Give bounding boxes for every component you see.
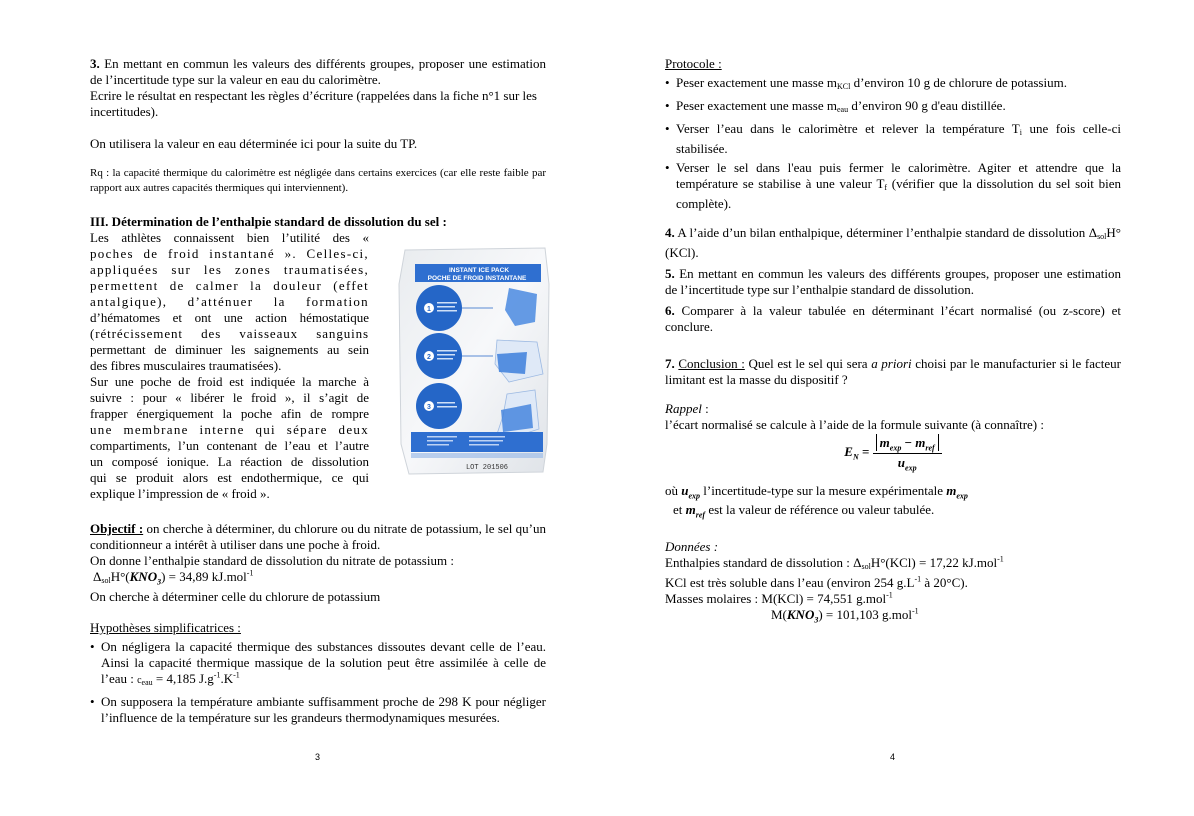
intro-line: Les athlètes connaissent bien l’utilité des « [90,230,369,245]
page-4 [597,0,1194,816]
intro-line: d’hématomes et ont une action hémostatique [90,310,369,325]
protocol-step: • Verser le sel dans l'eau puis fermer le calorimètre. Agiter et attendre que la température se stabilise à une valeur Tf (vérifier que la dissolution du sel soit bien complète). [665,160,1121,212]
intro-line: Sur une poche de froid est indiquée la marche à [90,374,369,389]
hypothesis-item: • On supposera la température ambiante suffisamment proche de 298 K pour négliger l’influence de la température sur les grandeurs thermodynamiques mesurées. [90,694,546,726]
ice-pack-photo [397,244,552,476]
intro-line: compartiments, l’un contenant de l’eau et l’autre [90,438,369,453]
objective: Objectif : on cherche à déterminer, du chlorure ou du nitrate de potassium, le sel qu’un conditionneur a intérêt à utiliser dans une poche à froid. [90,521,547,552]
step-2-circle [416,333,462,379]
remark: Rq : la capacité thermique du calorimètre est négligée dans certains exercices (car elle reste faible par rapport aux autres capacités thermiques qui interviennent). [90,167,546,194]
rappel-block [665,401,1121,518]
zscore-formula: $E_N$ = $\frac{m_{exp} - m_{ref}}{u_{exp}}$ [665,435,1121,483]
step-1-label: 1 [427,306,431,313]
intro-line: permettent de calmer la douleur (effet [90,278,369,293]
intro-text [90,230,369,502]
intro-line: antalgique), d’atténuer la formation [90,294,369,309]
note-use-value: On utilisera la valeur en eau déterminée ici pour la suite du TP. [90,136,418,151]
rappel-text: l’écart normalisé se calcule à l’aide de la formule suivante (à connaître) : [665,417,1044,432]
protocol-step: • Peser exactement une masse meau d’environ 90 g d'eau distillée. [665,98,1121,118]
page-number: 4 [890,752,896,762]
intro-line: une membrane interne qui sépare deux [90,422,369,437]
formula-denominator: $u_{exp}$ [897,455,917,473]
hypotheses-block [90,620,546,726]
step-3-label: 3 [427,404,431,411]
protocol-step: • Peser exactement une masse mKCl d’environ 10 g de chlorure de potassium. [665,75,1121,95]
data-solubility: KCl est très soluble dans l’eau (environ 254 $g.L^{-1}$ à 20°C). [665,574,968,590]
ice-pack-illustration [397,244,552,476]
page-number: 3 [315,752,321,762]
step-1-circle [416,285,462,331]
question-3: 3. En mettant en commun les valeurs des différents groupes, proposer une estimation de l’incertitude type sur la valeur en eau du calorimètre. [90,56,546,87]
pack-title-2: POCHE DE FROID INSTANTANE [427,275,527,282]
footer-band [411,432,543,452]
question-7: 7. Conclusion : Quel est le sel qui sera a priori choisi par le manufacturier si le facteur limitant est la masse du dispositif ? [665,356,1122,387]
section-title: III. Détermination de l’enthalpie standard de dissolution du sel : [90,214,447,229]
given-enthalpy-intro: On donne l’enthalpie standard de dissolution du nitrate de potassium : [90,553,454,568]
intro-line: permettant de diminuer les saignements au sein [90,342,369,357]
hypothesis-item: • On négligera la capacité thermique des substances dissoutes devant celle de l’eau. Ainsi la capacité thermique massique de la solution peut être assimilée à celle de l’eau : ceau = 4,185 $J.g^{-1}.K^{-1}$ [90,639,546,691]
data-molar-mass-kcl: Masses molaires : M(KCl) = 74,551 g.mol$^{-1}$ [665,590,893,606]
question-4: 4. A l’aide d’un bilan enthalpique, déterminer l’enthalpie standard de dissolution ΔsolH°(KCl). [665,225,1121,260]
data-enthalpy-kcl: Enthalpies standard de dissolution : ΔsolH°(KCl) = 17,22 kJ.mol$^{-1}$ [665,554,1004,571]
protocol-title: Protocole : [665,56,722,71]
rappel-title: Rappel : [665,401,709,416]
formula-numerator [873,435,942,454]
fine-print [411,453,543,458]
question-5: 5. En mettant en commun les valeurs des différents groupes, proposer une estimation de l’incertitude type sur l’enthalpie standard de dissolution. [665,266,1121,297]
intro-line: qui se produit alors est endothermique, ce qui [90,470,369,485]
questions-block [665,225,1121,388]
question-6: 6. Comparer à la valeur tabulée en déterminant l’écart normalisé (ou z-score) et conclure. [665,303,1121,334]
intro-line: frapper énergiquement la poche afin de rompre [90,406,369,421]
intro-line: appliquées sur les zones traumatisées, [90,262,369,277]
data-molar-mass-kno3: $M(KNO_3) = 101,103$ g.mol$^{-1}$ [771,606,919,625]
intro-line: poches de froid instantané ». Celles-ci, [90,246,369,261]
donnees-block [665,539,1121,623]
where-uexp: où $u_{exp}$ l’incertitude-type sur la mesure expérimentale $m_{exp}$ [665,483,968,501]
kno3-enthalpy: $\Delta solH^\circ(KNO_3) = 34,89$ kJ.mol$^{-1}$ [93,568,254,587]
hypotheses-title: Hypothèses simplificatrices : [90,620,241,635]
intro-line: explique l’impression de « froid ». [90,486,270,501]
objective-block [90,521,546,605]
absolute-value: $m_{exp} - m_{ref}$ [876,434,939,451]
lot-number: LOT 201506 [465,464,509,472]
pack-title-1: INSTANT ICE PACK [448,267,510,274]
protocol-block [665,56,1121,212]
pack-drawing [497,352,527,374]
objective-goal: On cherche à déterminer celle du chlorure de potassium [90,589,381,604]
intro-line: un composé ionique. La réaction de dissolution [90,454,369,469]
protocol-step: • Verser l’eau dans le calorimètre et relever la température Ti une fois celle-ci stabilisée. [665,121,1121,157]
question-3-instruction: Ecrire le résultat en respectant les règles d’écriture (rappelées dans la fiche n°1 sur les incertitudes). [90,88,537,119]
where-mref: et $m_{ref}$ est la valeur de référence ou valeur tabulée. [673,502,935,520]
formula-fraction [873,435,942,471]
step-2-label: 2 [427,354,431,361]
intro-line: (rétrécissement des vaisseaux sanguins [90,326,369,341]
donnees-title: Données : [665,539,719,554]
intro-line: des fibres musculaires traumatisées). [90,358,282,373]
question-3-block [90,56,546,196]
intro-line: suivre : pour « libérer le froid », il s’agit de [90,390,369,405]
